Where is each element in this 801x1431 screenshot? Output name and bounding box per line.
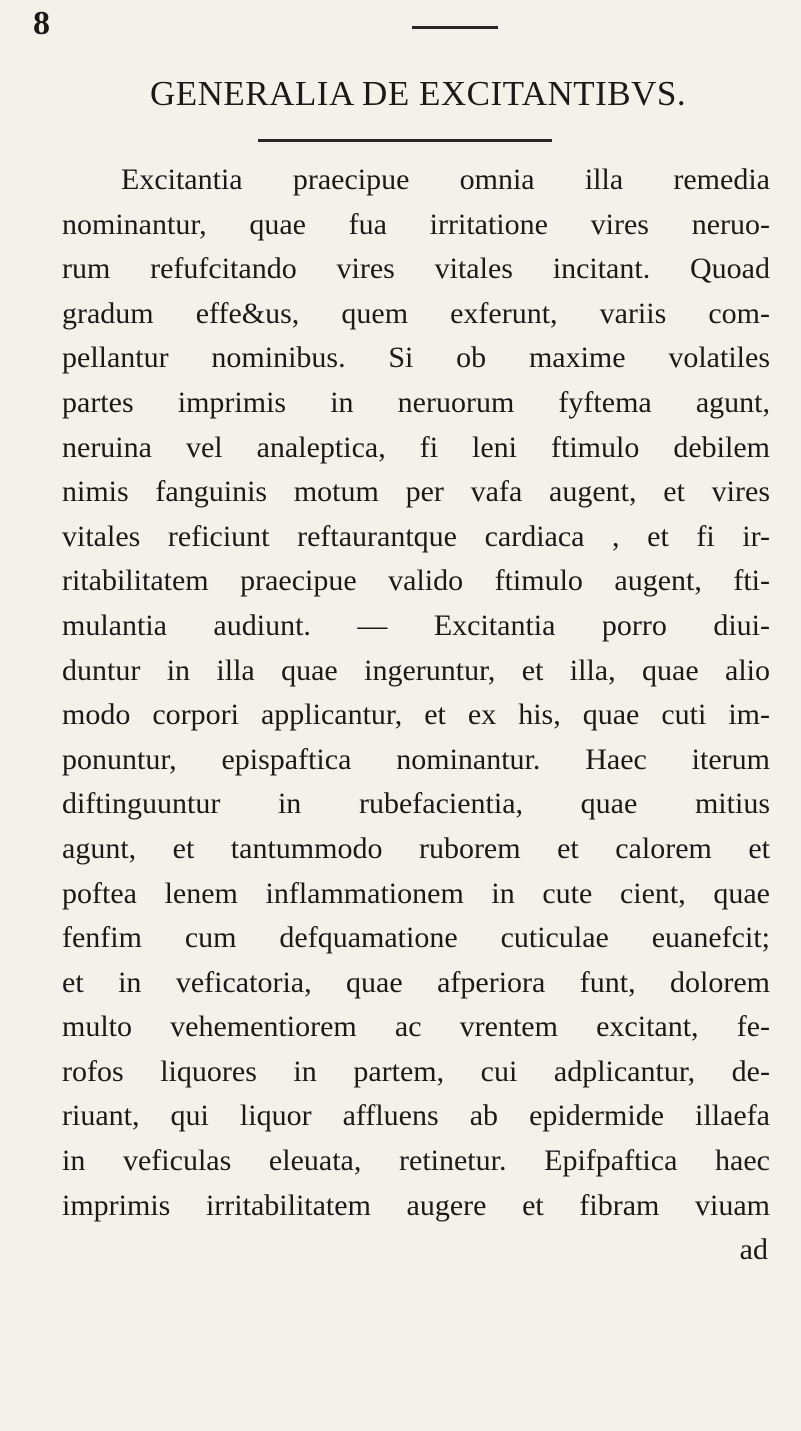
text-line: imprimis irritabilitatem augere et fibram viuam — [62, 1188, 770, 1222]
text-line: vitales reficiunt reftaurantque cardiaca , et fi ir- — [62, 519, 770, 553]
text-line: riuant, qui liquor affluens ab epidermide illaefa — [62, 1099, 770, 1133]
text-line: nominantur, quae fua irritatione vires neruo- — [62, 207, 770, 241]
text-line: et in veficatoria, quae afperiora funt, dolorem — [62, 965, 770, 999]
text-line: modo corpori applicantur, et ex his, quae cuti im- — [62, 698, 770, 732]
text-line: diftinguuntur in rubefacientia, quae mitius — [62, 787, 770, 821]
catchword: ad — [739, 1233, 768, 1267]
text-line: neruina vel analeptica, fi leni ftimulo debilem — [62, 430, 770, 464]
text-line: fenfim cum defquamatione cuticulae euanefcit; — [62, 921, 770, 955]
text-line: ponuntur, epispaftica nominantur. Haec iterum — [62, 742, 770, 776]
text-line: duntur in illa quae ingeruntur, et illa, quae alio — [62, 653, 770, 687]
text-line: agunt, et tantummodo ruborem et calorem et — [62, 831, 770, 865]
text-line: rofos liquores in partem, cui adplicantur, de- — [62, 1054, 770, 1088]
text-line: pellantur nominibus. Si ob maxime volatiles — [62, 341, 770, 375]
page-number: 8 — [33, 5, 50, 42]
text-line: poftea lenem inflammationem in cute cient, quae — [62, 876, 770, 910]
body-paragraph — [62, 158, 770, 1273]
section-heading: GENERALIA DE EXCITANTIBVS. — [150, 74, 687, 113]
text-line: ritabilitatem praecipue valido ftimulo augent, fti- — [62, 564, 770, 598]
text-line: nimis fanguinis motum per vafa augent, et vires — [62, 475, 770, 509]
text-line: gradum effe&us, quem exferunt, variis com- — [62, 296, 770, 330]
text-line: in veficulas eleuata, retinetur. Epifpaftica haec — [62, 1144, 770, 1178]
header-rule — [412, 26, 498, 29]
text-line: Excitantia praecipue omnia illa remedia — [121, 163, 770, 196]
text-line: mulantia audiunt. — Excitantia porro diui- — [62, 608, 770, 642]
text-line: partes imprimis in neruorum fyftema agunt, — [62, 385, 770, 419]
text-line: multo vehementiorem ac vrentem excitant, fe- — [62, 1010, 770, 1044]
heading-underline — [258, 139, 552, 142]
text-line: rum refufcitando vires vitales incitant. Quoad — [62, 252, 770, 286]
